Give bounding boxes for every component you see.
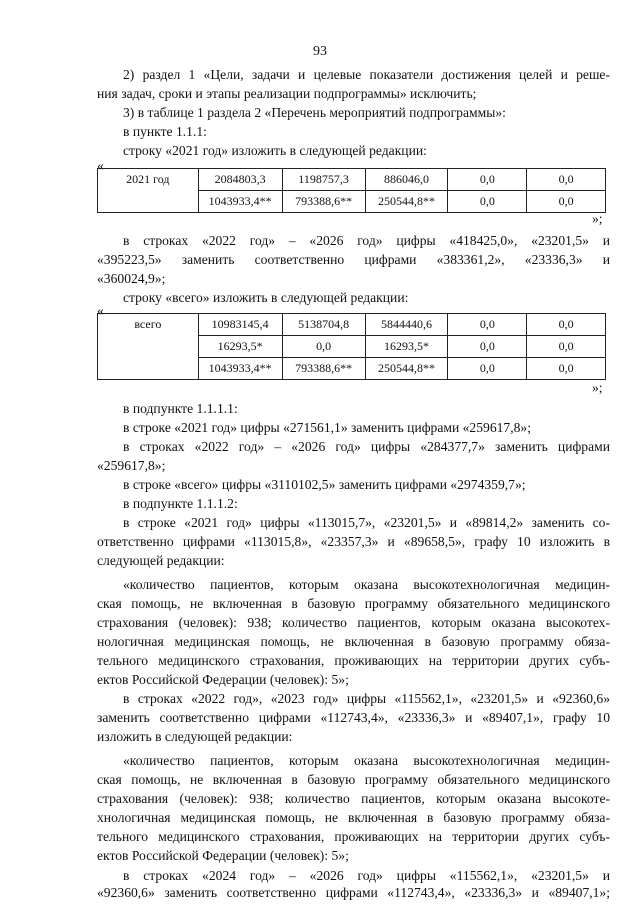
paragraph-line: тельного медицинского страхования, проживающих на территории других субъ- (97, 653, 610, 668)
table-cell: 0,0 (448, 358, 527, 380)
table-cell: 0,0 (448, 314, 527, 336)
paragraph-line: «количество пациентов, которым оказана высокотехнологичная медицин- (123, 577, 610, 592)
table-cell: 16293,5* (365, 336, 448, 358)
paragraph-line: нологичная медицинская помощь, не включенная в базовую программу обяза- (97, 634, 610, 649)
open-quote: « (97, 303, 104, 318)
table-cell: 16293,5* (198, 336, 282, 358)
paragraph-line: «360024,9»; (97, 271, 166, 286)
table-cell: 793388,6** (282, 191, 365, 213)
paragraph-line: в строке «2021 год» цифры «113015,7», «23201,5» и «89814,2» заменить со- (123, 515, 610, 530)
paragraph-line: изложить в следующей редакции: (97, 729, 293, 744)
paragraph-line: 3) в таблице 1 раздела 2 «Перечень мероприятий подпрограммы»: (123, 105, 506, 120)
paragraph-line: ответственно цифрами «113015,8», «23357,3» и «89658,5», графу 10 изложить в (97, 534, 610, 549)
paragraph-line: страхования (человек): 938; количество пациентов, которым оказана высокотех- (97, 615, 610, 630)
paragraph-line: страхования (человек): 938; количество пациентов, которым оказана высокоте- (97, 791, 610, 806)
paragraph-line: в строке «всего» цифры «3110102,5» заменить цифрами «2974359,7»; (123, 477, 526, 492)
paragraph-line: ская помощь, не включенная в базовую программу обязательного медицинского (97, 772, 610, 787)
table-cell: 10983145,4 (198, 314, 282, 336)
paragraph-line: «92360,6» заменить соответственно цифрами «112743,4», «23336,3» и «89407,1»; (97, 885, 610, 900)
paragraph-line: хнологичная медицинская помощь, не включенная в базовую программу обяза- (97, 810, 610, 825)
table-total (97, 313, 606, 380)
table-cell: 0,0 (527, 336, 606, 358)
paragraph-line: в строке «2021 год» цифры «271561,1» заменить цифрами «259617,8»; (123, 420, 531, 435)
table-cell: 0,0 (448, 191, 527, 213)
close-quote: »; (592, 211, 603, 226)
table-cell: 250544,8** (365, 358, 448, 380)
table-row (98, 314, 606, 336)
paragraph-line: в подпункте 1.1.1.2: (123, 496, 238, 511)
paragraph-line: «395223,5» заменить соответственно цифрами «383361,2», «23336,3» и (97, 252, 610, 267)
table-cell: 250544,8** (365, 191, 448, 213)
paragraph-line: строку «всего» изложить в следующей редакции: (123, 290, 409, 305)
table-cell: 2084803,3 (198, 169, 282, 191)
paragraph-line: в пункте 1.1.1: (123, 124, 207, 139)
paragraph-line: в строках «2022 год», «2023 год» цифры «115562,1», «23201,5» и «92360,6» (123, 691, 610, 706)
table-cell: 886046,0 (365, 169, 448, 191)
table-cell: 0,0 (527, 191, 606, 213)
paragraph-line: следующей редакции: (97, 553, 225, 568)
table-cell: 1043933,4** (198, 191, 282, 213)
page-number: 93 (313, 44, 327, 59)
paragraph-line: в строках «2022 год» – «2026 год» цифры «418425,0», «23201,5» и (123, 233, 610, 248)
table-cell: 0,0 (527, 314, 606, 336)
row-label: 2021 год (98, 169, 199, 213)
table-cell: 0,0 (448, 336, 527, 358)
paragraph-line: в подпункте 1.1.1.1: (123, 401, 238, 416)
paragraph-line: 2) раздел 1 «Цели, задачи и целевые показатели достижения целей и реше- (123, 67, 610, 82)
table-cell: 0,0 (448, 169, 527, 191)
table-cell: 5844440,6 (365, 314, 448, 336)
table-cell: 0,0 (527, 358, 606, 380)
table-row (98, 169, 606, 191)
table-cell: 1198757,3 (282, 169, 365, 191)
table-cell: 5138704,8 (282, 314, 365, 336)
paragraph-line: ектов Российской Федерации (человек): 5»; (97, 848, 349, 863)
paragraph-line: тельного медицинского страхования, проживающих на территории других субъ- (97, 829, 610, 844)
paragraph-line: «259617,8»; (97, 458, 166, 473)
close-quote: »; (592, 380, 603, 395)
table-cell: 0,0 (282, 336, 365, 358)
paragraph-line: в строках «2024 год» – «2026 год» цифры «115562,1», «23201,5» и (123, 868, 610, 883)
row-label: всего (98, 314, 199, 380)
paragraph-line: заменить соответственно цифрами «112743,4», «23336,3» и «89407,1», графу 10 (97, 710, 610, 725)
open-quote: « (97, 158, 104, 173)
table-cell: 0,0 (527, 169, 606, 191)
paragraph-line: «количество пациентов, которым оказана высокотехнологичная медицин- (123, 753, 610, 768)
paragraph-line: строку «2021 год» изложить в следующей редакции: (123, 143, 427, 158)
table-2021 (97, 168, 606, 213)
paragraph-line: в строках «2022 год» – «2026 год» цифры «284377,7» заменить цифрами (123, 439, 610, 454)
paragraph-line: ектов Российской Федерации (человек): 5»; (97, 672, 349, 687)
table-cell: 793388,6** (282, 358, 365, 380)
paragraph-line: ния задач, сроки и этапы реализации подпрограммы» исключить; (97, 86, 477, 101)
table-cell: 1043933,4** (198, 358, 282, 380)
paragraph-line: ская помощь, не включенная в базовую программу обязательного медицинского (97, 596, 610, 611)
